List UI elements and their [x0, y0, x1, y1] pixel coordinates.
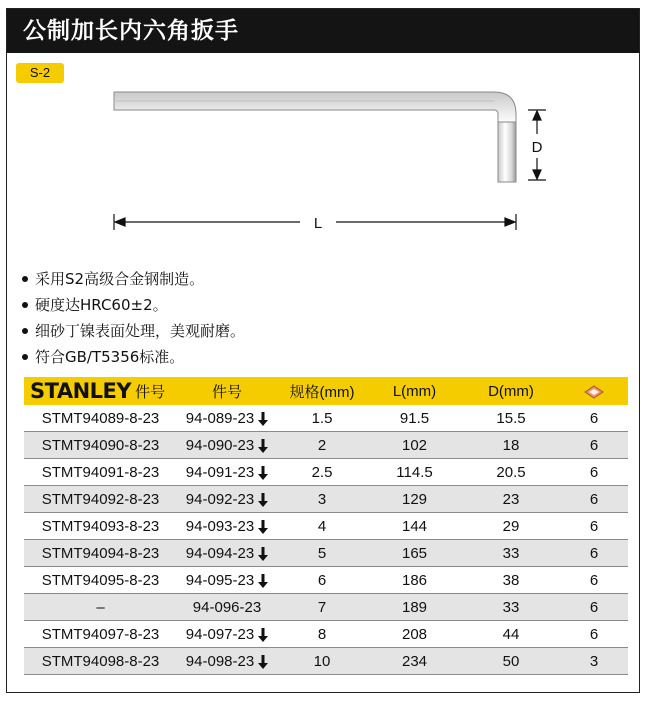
short-arm-cell: 50	[462, 648, 560, 675]
bullet-icon	[22, 328, 28, 334]
down-arrow-icon	[258, 574, 268, 588]
pack-qty-cell: 6	[560, 567, 628, 594]
header-length: L(mm)	[392, 382, 437, 400]
pack-qty-cell: 6	[560, 621, 628, 648]
material-badge: S-2	[16, 63, 64, 83]
table-row	[24, 405, 628, 432]
size-cell: 3	[277, 486, 367, 513]
feature-list	[22, 266, 245, 370]
code-cell: 94-096-23	[177, 594, 277, 621]
code-cell: 94-097-23	[177, 621, 277, 648]
part-number-cell: STMT94098-8-23	[24, 648, 177, 675]
part-number-cell: STMT94094-8-23	[24, 540, 177, 567]
table-row	[24, 594, 628, 621]
part-number-cell: STMT94092-8-23	[24, 486, 177, 513]
size-cell: 1.5	[277, 405, 367, 432]
code-cell: 94-093-23	[177, 513, 277, 540]
short-arm-cell: 29	[462, 513, 560, 540]
code-cell: 94-095-23	[177, 567, 277, 594]
code-cell: 94-090-23	[177, 432, 277, 459]
feature-item: 硬度达HRC60±2。	[22, 292, 245, 318]
length-cell: 234	[367, 648, 462, 675]
page-title: 公制加长内六角扳手	[7, 9, 639, 53]
part-number-cell: –	[24, 594, 177, 621]
header-size: 规格(mm)	[289, 383, 355, 401]
short-arm-cell: 38	[462, 567, 560, 594]
length-cell: 189	[367, 594, 462, 621]
hex-key-shape	[114, 92, 516, 182]
down-arrow-icon	[258, 466, 268, 480]
size-cell: 5	[277, 540, 367, 567]
table-row	[24, 459, 628, 486]
feature-item: 细砂丁镍表面处理，美观耐磨。	[22, 318, 245, 344]
short-arm-cell: 33	[462, 594, 560, 621]
down-arrow-icon	[258, 412, 268, 426]
down-arrow-icon	[258, 655, 268, 669]
bullet-icon	[22, 302, 28, 308]
feature-item: 符合GB/T5356标准。	[22, 344, 245, 370]
size-cell: 2	[277, 432, 367, 459]
short-arm-cell: 15.5	[462, 405, 560, 432]
table-row	[24, 621, 628, 648]
code-cell: 94-089-23	[177, 405, 277, 432]
part-number-cell: STMT94091-8-23	[24, 459, 177, 486]
pack-qty-cell: 6	[560, 459, 628, 486]
code-cell: 94-094-23	[177, 540, 277, 567]
size-cell: 4	[277, 513, 367, 540]
table-header	[24, 377, 628, 405]
short-arm-cell: 18	[462, 432, 560, 459]
part-number-cell: STMT94097-8-23	[24, 621, 177, 648]
down-arrow-icon	[258, 547, 268, 561]
code-cell: 94-091-23	[177, 459, 277, 486]
length-cell: 102	[367, 432, 462, 459]
part-number-cell: STMT94090-8-23	[24, 432, 177, 459]
size-cell: 10	[277, 648, 367, 675]
bullet-icon	[22, 354, 28, 360]
dimension-l-label: L	[313, 215, 323, 232]
pack-qty-cell: 6	[560, 405, 628, 432]
header-code: 件号	[211, 383, 242, 401]
pack-qty-cell: 3	[560, 648, 628, 675]
brand-header: STANLEY 件号	[30, 379, 166, 403]
length-cell: 165	[367, 540, 462, 567]
table-row	[24, 486, 628, 513]
table-row	[24, 432, 628, 459]
pack-qty-cell: 6	[560, 432, 628, 459]
length-cell: 129	[367, 486, 462, 513]
table-row	[24, 513, 628, 540]
stanley-logo: STANLEY	[30, 379, 132, 403]
dimension-d-label: D	[531, 139, 543, 156]
size-cell: 7	[277, 594, 367, 621]
short-arm-cell: 33	[462, 540, 560, 567]
code-cell: 94-098-23	[177, 648, 277, 675]
length-cell: 186	[367, 567, 462, 594]
short-arm-cell: 23	[462, 486, 560, 513]
size-cell: 6	[277, 567, 367, 594]
bullet-icon	[22, 276, 28, 282]
length-cell: 208	[367, 621, 462, 648]
table-row	[24, 648, 628, 675]
pack-qty-cell: 6	[560, 513, 628, 540]
size-cell: 8	[277, 621, 367, 648]
header-pack	[560, 377, 628, 405]
down-arrow-icon	[258, 439, 268, 453]
short-arm-cell: 44	[462, 621, 560, 648]
part-number-cell: STMT94095-8-23	[24, 567, 177, 594]
pack-qty-cell: 6	[560, 540, 628, 567]
down-arrow-icon	[258, 493, 268, 507]
code-cell: 94-092-23	[177, 486, 277, 513]
size-cell: 2.5	[277, 459, 367, 486]
pack-qty-cell: 6	[560, 594, 628, 621]
table-row	[24, 567, 628, 594]
length-cell: 114.5	[367, 459, 462, 486]
table-row	[24, 540, 628, 567]
spec-table	[24, 377, 628, 675]
header-short-arm: D(mm)	[488, 382, 534, 400]
pack-qty-cell: 6	[560, 486, 628, 513]
part-number-cell: STMT94093-8-23	[24, 513, 177, 540]
package-icon	[583, 384, 605, 400]
feature-item: 采用S2高级合金钢制造。	[22, 266, 245, 292]
length-cell: 91.5	[367, 405, 462, 432]
hex-key-drawing	[100, 82, 560, 242]
length-cell: 144	[367, 513, 462, 540]
down-arrow-icon	[258, 520, 268, 534]
part-number-cell: STMT94089-8-23	[24, 405, 177, 432]
down-arrow-icon	[258, 628, 268, 642]
short-arm-cell: 20.5	[462, 459, 560, 486]
